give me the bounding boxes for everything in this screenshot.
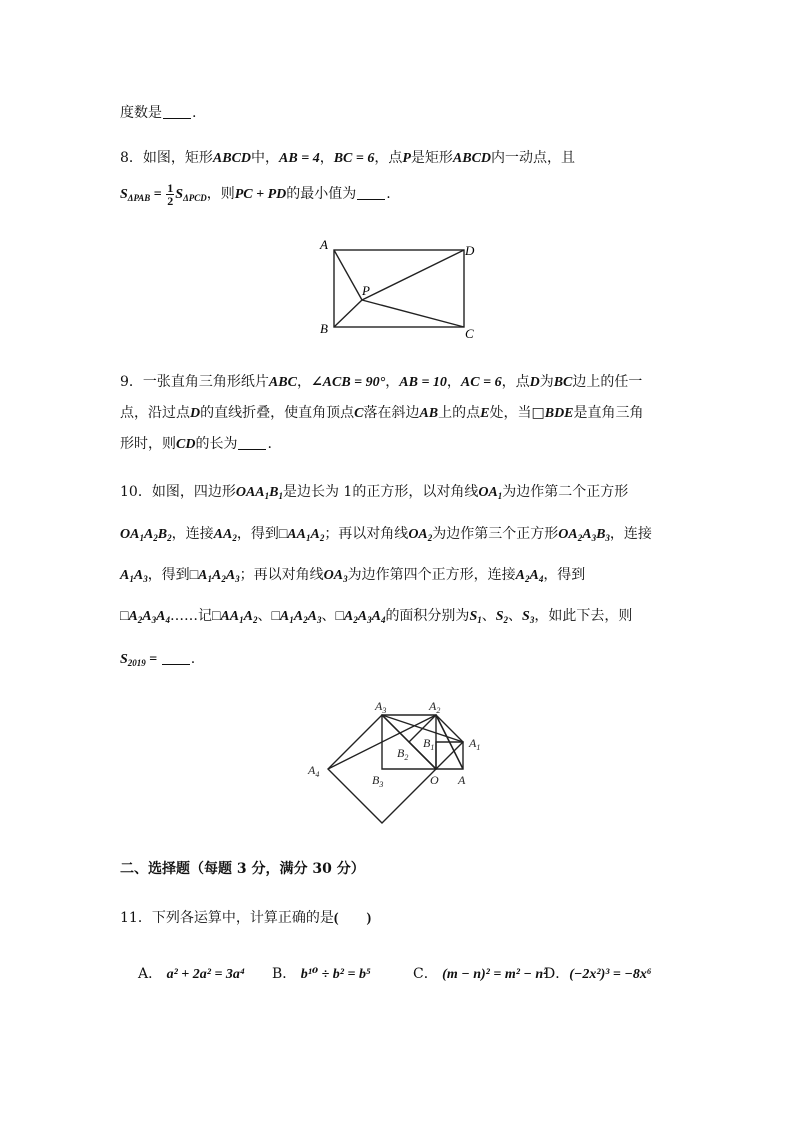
- label-a2: $A_2$: [429, 699, 441, 715]
- section-heading: 二、选择题（每题 3 分，满分 30 分）: [120, 861, 365, 877]
- label-p: P: [362, 283, 370, 298]
- label-d: D: [465, 243, 475, 258]
- label-o: O: [430, 773, 439, 787]
- figure-square-spiral: [300, 695, 500, 835]
- segment-bp: [334, 300, 362, 327]
- segment-ap: [334, 250, 362, 300]
- q10-line1: 10．如图，四边形$OAA_1B_1$是边长为 1的正方形，以对角线$OA_1$为边作第二个正方形: [120, 484, 629, 501]
- q9-line1: 9．一张直角三角形纸片ABC，∠ACB = 90°，AB = 10，AC = 6，点D为BC边上的任一: [120, 374, 643, 390]
- q11-stem: 11．下列各运算中，计算正确的是( ): [120, 910, 372, 926]
- label-a4: $A_4$: [308, 763, 320, 779]
- label-c: C: [465, 326, 474, 341]
- q10-line4: $□A_2A_3A_4\dots\dots$记$□AA_1A_2$、$□A_1A_2A_3$、$□A_2A_3A_4$的面积分别为$S_1$、$S_2$、$S_3$，如此下去，则: [120, 608, 633, 625]
- choice-b[interactable]: B． b¹⁰ ÷ b² = b⁵: [272, 966, 371, 982]
- label-b2: $B_2$: [397, 746, 409, 762]
- q8-line2: $S_{\Delta PAB}$ = $\frac{1}{2}$ $S_{\Delta PCD}$，则PC + PD的最小值为 .: [120, 180, 391, 208]
- label-b1: $B_1$: [423, 736, 435, 752]
- rect-abcd: [334, 250, 464, 327]
- choice-a[interactable]: A． a² + 2a² = 3a⁴: [138, 966, 245, 982]
- choice-d[interactable]: D．(−2x²)³ = −8x⁶: [544, 966, 652, 982]
- segment-pc: [362, 300, 464, 327]
- label-b3: $B_3$: [372, 773, 384, 789]
- q9-line2: 点，沿过点D的直线折叠，使直角顶点C落在斜边AB上的点E处，当□BDE是直角三角: [120, 405, 644, 421]
- q10-line2: $OA_1A_2B_2$，连接$AA_2$，得到$□AA_1A_2$；再以对角线$OA_2$为边作第三个正方形$OA_2A_3B_3$，连接: [120, 526, 652, 543]
- label-b: B: [320, 321, 328, 336]
- q10-line3: $A_1A_3$，得到$□A_1A_2A_3$；再以对角线$OA_3$为边作第四个正方形，连接$A_2A_4$，得到: [120, 567, 586, 584]
- label-a: A: [320, 237, 328, 252]
- choice-c[interactable]: C． (m − n)² = m² − n²: [413, 966, 548, 982]
- q7-tail: 度数是 .: [120, 105, 197, 121]
- label-a1: $A_1$: [469, 736, 481, 752]
- label-a3: $A_3$: [375, 699, 387, 715]
- q9-line3: 形时，则CD的长为 .: [120, 436, 272, 452]
- segment-pd: [362, 250, 464, 300]
- figure-rectangle-abcd: [310, 232, 490, 342]
- q8-line1: 8．如图，矩形ABCD中，AB = 4，BC = 6，点P是矩形ABCD内一动点，且: [120, 150, 576, 166]
- label-a: A: [458, 773, 466, 787]
- q10-line5: $S_{2019}$ = .: [120, 651, 196, 668]
